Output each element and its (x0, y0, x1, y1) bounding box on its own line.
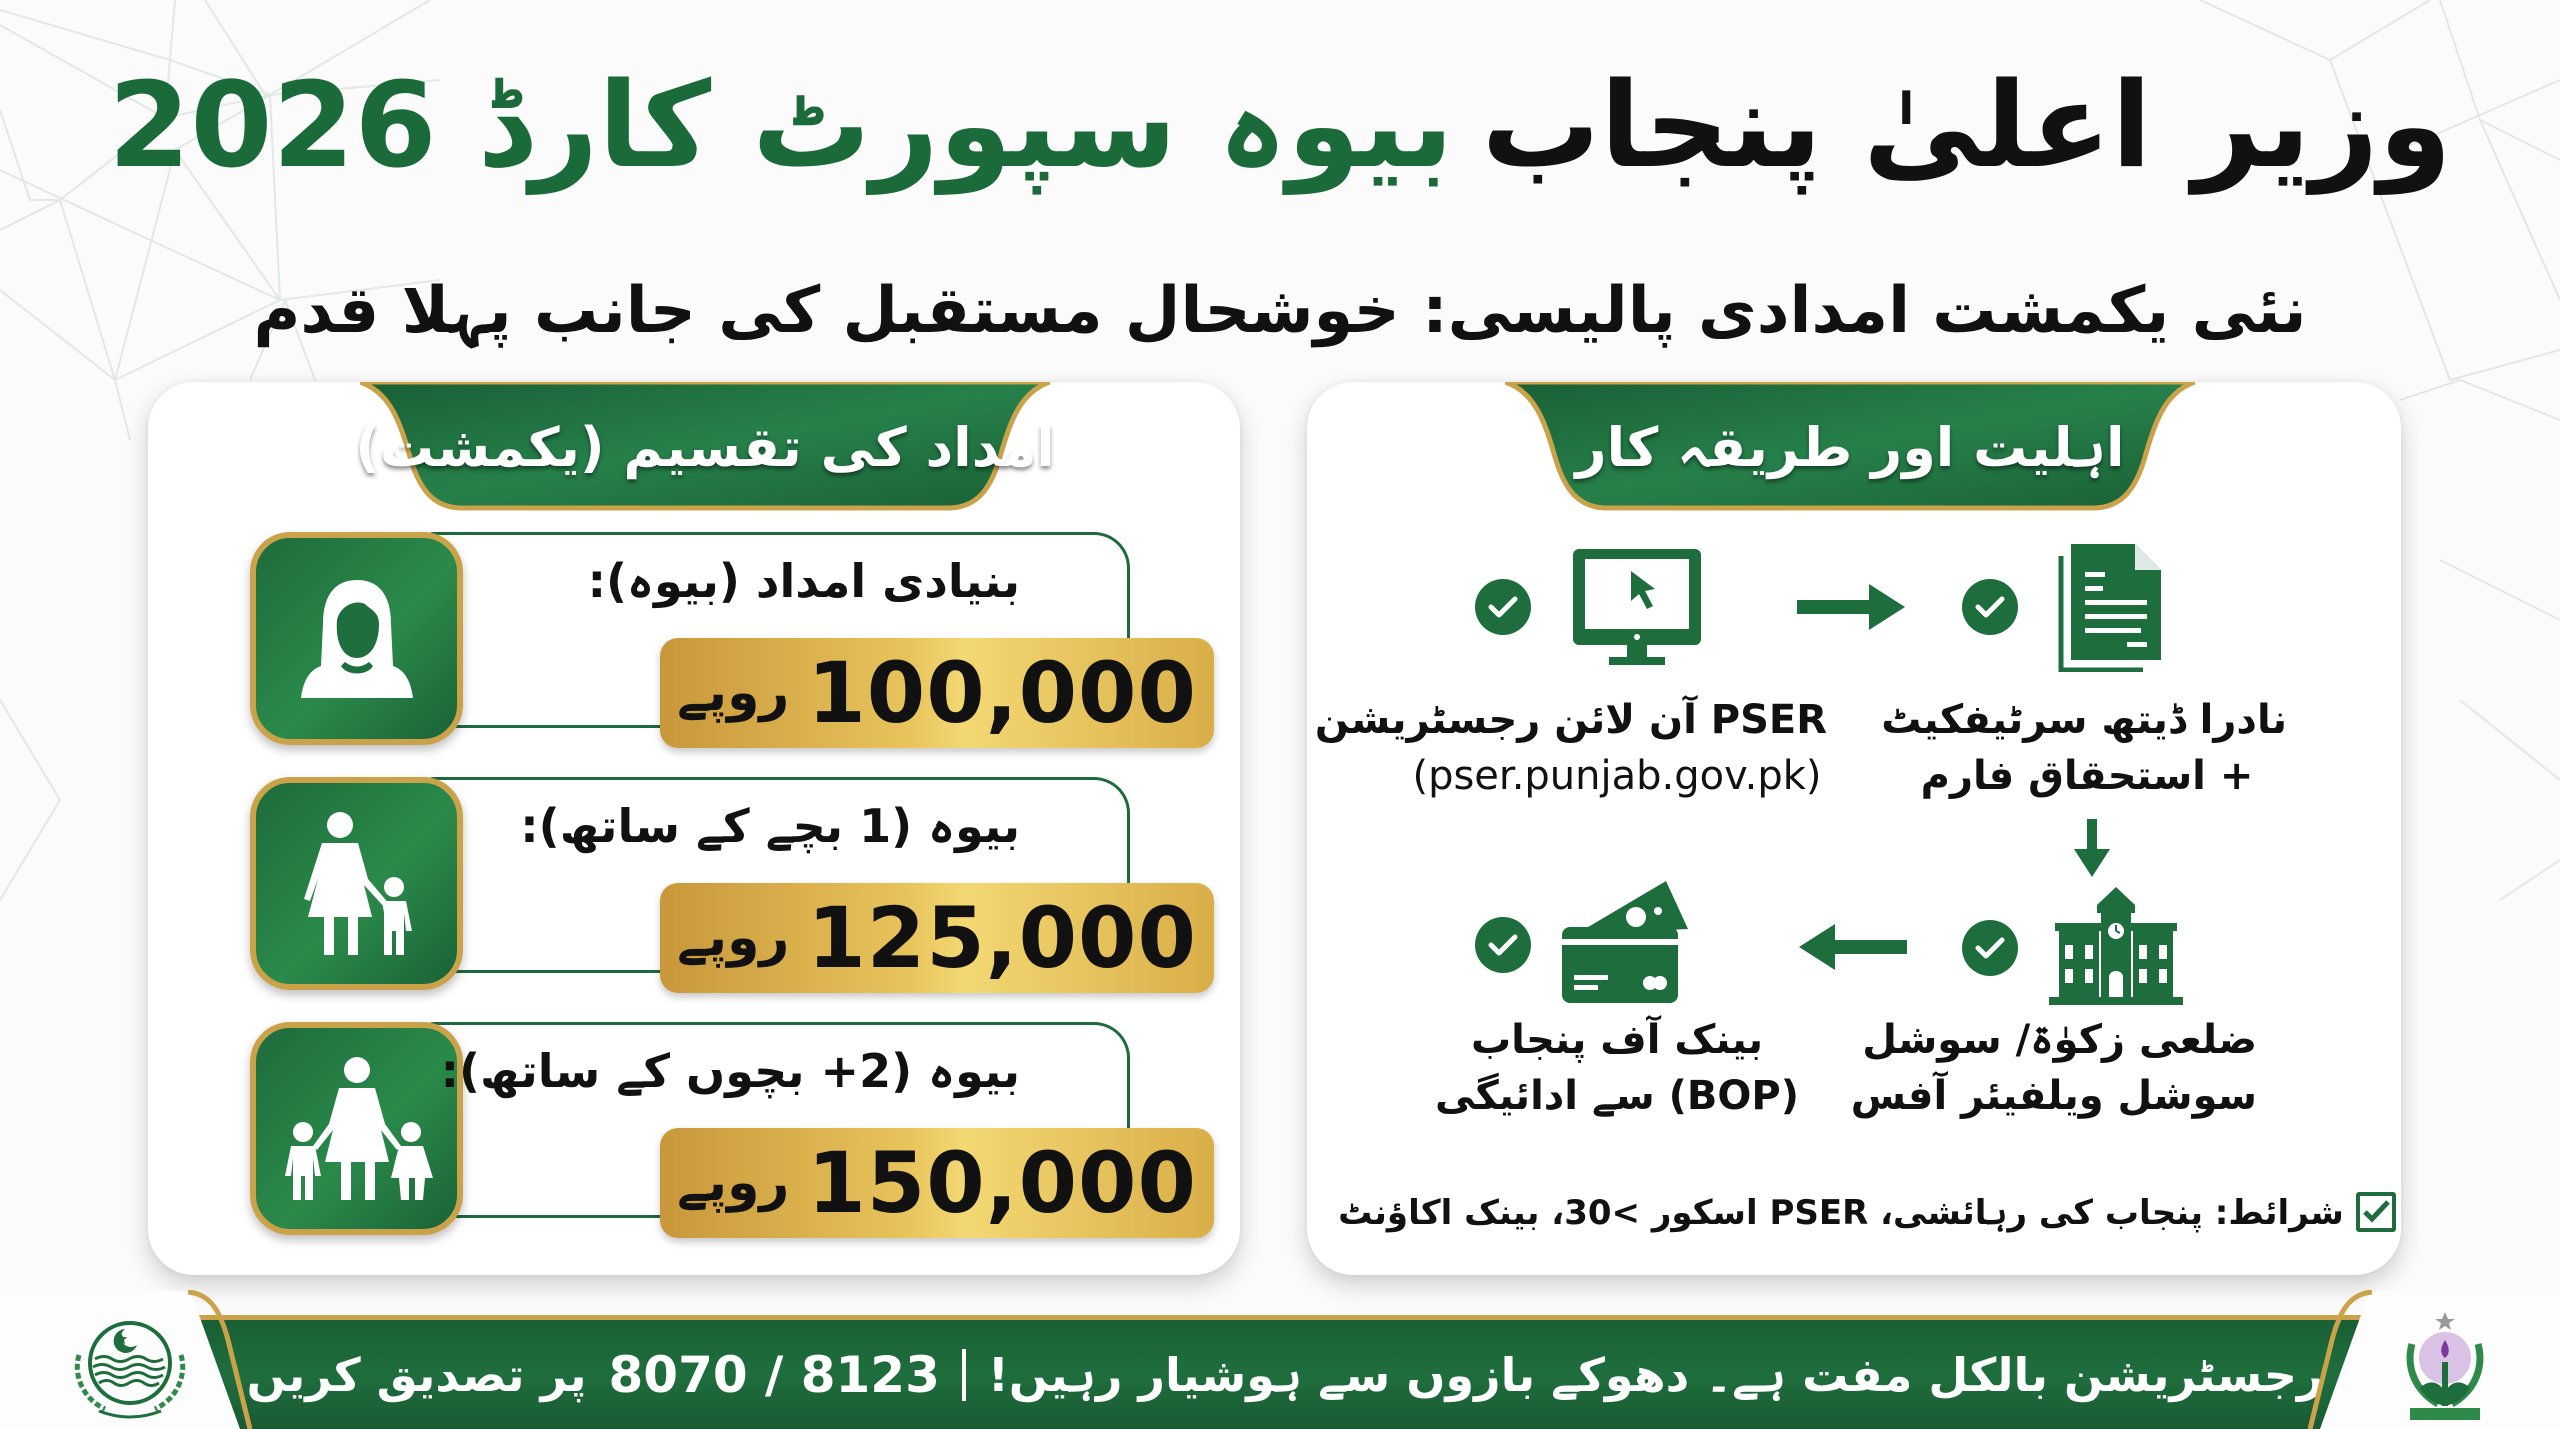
amount-badge (660, 1128, 1214, 1238)
footer-right-gold-edge (2300, 1290, 2380, 1429)
assistance-row-two-children (250, 1022, 1197, 1235)
pser-website-link[interactable]: (pser.punjab.gov.pk) (1412, 753, 1822, 799)
title-black-part: وزیر اعلیٰ پنجاب (1481, 56, 2452, 194)
eligibility-procedure-panel (1307, 382, 2401, 1275)
currency-label: روپے (677, 663, 790, 723)
footer-banner (180, 1315, 2390, 1429)
row-label: بنیادی امداد (بیوہ): (587, 554, 1020, 608)
row-icon-box (250, 777, 463, 990)
page-subtitle: نئی یکمشت امدادی پالیسی: خوشحال مستقبل کی جانب پہلا قدم (253, 273, 2307, 348)
conditions-text: شرائط: پنجاب کی رہائشی، PSER اسکور >30، بینک اکاؤنٹ (1338, 1192, 2344, 1233)
eligibility-conditions (1338, 1182, 2344, 1242)
assistance-distribution-panel (148, 382, 1240, 1275)
footer-message (247, 1346, 2324, 1404)
row-icon-box (250, 532, 463, 745)
step-label-line1: PSER آن لائن رجسٹریشن (1314, 697, 1827, 743)
amount-badge (660, 638, 1214, 748)
arrow-right-icon (1797, 582, 1907, 632)
amount-value: 125,000 (807, 889, 1197, 987)
check-circle-icon (1962, 579, 2018, 635)
helpline-numbers: 8070 / 8123 (608, 1345, 940, 1404)
amount-value: 100,000 (807, 644, 1197, 742)
step-label-line2: + استحقاق فارم (1920, 753, 2254, 799)
bank-card-cash-icon (1562, 877, 1692, 1007)
step-label-line1: نادرا ڈیتھ سرٹیفکیٹ (1881, 697, 2287, 743)
mother-one-child-icon (292, 809, 422, 959)
footer-divider (962, 1349, 966, 1401)
social-welfare-department-emblem (2390, 1310, 2500, 1425)
step-label-line1: ضلعی زکوٰۃ/ سوشل (1862, 1017, 2257, 1063)
currency-label: روپے (677, 1153, 790, 1213)
amount-badge (660, 883, 1214, 993)
fraud-warning-text: رجسٹریشن بالکل مفت ہے۔ دھوکے بازوں سے ہوشیار رہیں! (987, 1347, 2324, 1402)
row-label: بیوہ (2+ بچوں کے ساتھ): (440, 1044, 1020, 1098)
check-circle-icon (1475, 917, 1531, 973)
step-label (1427, 1012, 1807, 1124)
arrow-down-icon (2072, 819, 2112, 879)
mother-two-children-icon (277, 1054, 437, 1204)
assistance-header-ribbon (355, 382, 1055, 512)
check-circle-icon (1475, 579, 1531, 635)
verify-text: پر تصدیق کریں (246, 1347, 587, 1402)
step-label (1881, 692, 2287, 804)
government-building-icon (2049, 887, 2183, 1007)
assistance-row-basic (250, 532, 1197, 745)
step-label-line2: (BOP) سے ادائیگی (1434, 1073, 1800, 1119)
page-title (108, 40, 2452, 210)
woman-icon (297, 574, 417, 704)
row-icon-box (250, 1022, 463, 1235)
computer-cursor-icon (1569, 547, 1705, 667)
eligibility-header-ribbon (1505, 382, 2195, 512)
step-label-line1: بینک آف پنجاب (1470, 1017, 1764, 1063)
assistance-row-one-child (250, 777, 1197, 990)
checkbox-checked-icon (2356, 1192, 2396, 1232)
currency-label: روپے (677, 908, 790, 968)
check-circle-icon (1962, 920, 2018, 976)
step-label (1850, 1012, 2257, 1124)
government-of-punjab-emblem (65, 1315, 195, 1425)
document-icon (2057, 542, 2167, 672)
assistance-header-title: امداد کی تقسیم (یکمشت) (355, 415, 1055, 479)
eligibility-header-title: اہلیت اور طریقہ کار (1575, 415, 2125, 479)
title-green-part: بیوہ سپورٹ کارڈ 2026 (108, 56, 1454, 194)
step-label (1314, 692, 1827, 804)
amount-value: 150,000 (807, 1134, 1197, 1232)
step-label-line2: سوشل ویلفیئر آفس (1850, 1073, 2257, 1119)
row-label: بیوہ (1 بچے کے ساتھ): (520, 799, 1020, 853)
arrow-left-icon (1797, 922, 1907, 972)
